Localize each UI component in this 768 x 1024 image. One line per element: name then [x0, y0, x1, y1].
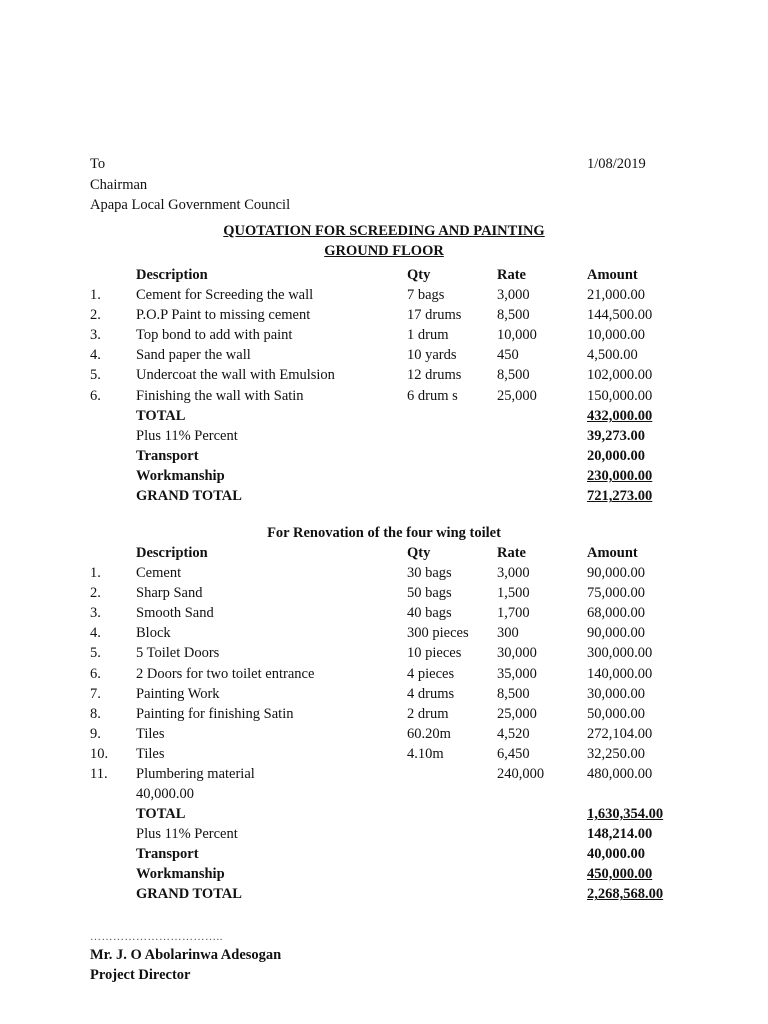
item-qty: 4 drums: [407, 685, 455, 702]
item-rate: 3,000: [497, 565, 530, 581]
totals-row: [0, 825, 768, 845]
item-number: 3.: [90, 327, 101, 344]
totals-amount: 39,273.00: [587, 428, 645, 445]
recipient-org: Apapa Local Government Council: [90, 197, 291, 213]
item-amount: 68,000.00: [587, 605, 645, 622]
table-row: [0, 387, 768, 407]
column-header-amount: Amount: [587, 267, 638, 283]
item-amount: 10,000.00: [587, 327, 645, 344]
item-qty: 6 drum s: [407, 387, 458, 404]
table-row: [0, 624, 768, 644]
section2-heading: For Renovation of the four wing toilet: [267, 525, 501, 541]
item-number: 11.: [90, 766, 108, 782]
column-header-description: Description: [136, 267, 208, 283]
item-number: 9.: [90, 725, 101, 742]
item-qty: 2 drum: [407, 705, 449, 722]
table-row: [0, 604, 768, 624]
totals-label: TOTAL: [136, 408, 186, 424]
item-amount: 480,000.00: [587, 766, 653, 782]
item-amount: 102,000.00: [587, 367, 653, 384]
item-qty: 30 bags: [407, 565, 452, 581]
recipient-title: Chairman: [90, 177, 148, 193]
table-row: [0, 705, 768, 725]
item-amount: 150,000.00: [587, 387, 653, 404]
item-amount: 300,000.00: [587, 645, 653, 662]
item-description: 5 Toilet Doors: [136, 645, 220, 662]
item-number: 5.: [90, 367, 101, 384]
section1-column-headers: [0, 266, 768, 286]
totals-row: [0, 407, 768, 427]
item-description: Painting for finishing Satin: [136, 705, 294, 722]
item-rate: 35,000: [497, 665, 537, 682]
table-row: [0, 745, 768, 765]
item-rate: 25,000: [497, 387, 537, 404]
item-amount: 144,500.00: [587, 307, 653, 324]
document-date: 1/08/2019: [587, 156, 646, 172]
item-number: 2.: [90, 307, 101, 324]
totals-label: Workmanship: [136, 866, 225, 883]
totals-row: [0, 427, 768, 447]
item-description: Tiles: [136, 745, 165, 762]
item-amount: 21,000.00: [587, 287, 645, 303]
item-rate: 8,500: [497, 307, 530, 324]
totals-amount: 2,268,568.00: [587, 886, 664, 903]
item-number: 1.: [90, 565, 101, 581]
item-number: 7.: [90, 685, 101, 702]
totals-amount: 40,000.00: [587, 846, 645, 863]
item-qty: 7 bags: [407, 287, 445, 303]
item-amount: 90,000.00: [587, 565, 645, 581]
item-description: Cement for Screeding the wall: [136, 287, 314, 303]
table-row: [0, 286, 768, 306]
item-rate: 25,000: [497, 705, 537, 722]
column-header-rate: Rate: [497, 267, 526, 283]
column-header-qty: Qty: [407, 267, 431, 283]
item-rate: 1,500: [497, 585, 530, 602]
item-rate: 30,000: [497, 645, 537, 662]
item-description: Undercoat the wall with Emulsion: [136, 367, 335, 384]
totals-amount: 20,000.00: [587, 448, 645, 465]
item-qty: 17 drums: [407, 307, 462, 324]
totals-amount: 148,214.00: [587, 826, 653, 843]
totals-row: [0, 447, 768, 467]
item-amount: 272,104.00: [587, 725, 653, 742]
signatory-name: Mr. J. O Abolarinwa Adesogan: [90, 947, 282, 963]
table-row: [0, 584, 768, 604]
item-amount: 30,000.00: [587, 685, 645, 702]
item-rate: 8,500: [497, 367, 530, 384]
totals-label: GRAND TOTAL: [136, 488, 242, 505]
item-description: Plumbering material: [136, 766, 255, 782]
item-rate: 3,000: [497, 287, 530, 303]
to-label: To: [90, 156, 106, 172]
item-rate: 10,000: [497, 327, 537, 344]
item-amount: 75,000.00: [587, 585, 645, 602]
item-amount: 32,250.00: [587, 745, 645, 762]
item-rate: 450: [497, 347, 519, 364]
totals-row: [0, 467, 768, 487]
totals-label: GRAND TOTAL: [136, 886, 242, 903]
item-rate: 300: [497, 625, 519, 642]
column-header-description: Description: [136, 545, 208, 561]
totals-label: Plus 11% Percent: [136, 428, 238, 445]
item-description: Tiles: [136, 725, 165, 742]
table-row: [0, 644, 768, 664]
totals-amount: 230,000.00: [587, 468, 653, 485]
item-description: 2 Doors for two toilet entrance: [136, 665, 315, 682]
section2-column-headers: [0, 544, 768, 564]
item-amount: 4,500.00: [587, 347, 638, 364]
table-row: [0, 725, 768, 745]
document-title: QUOTATION FOR SCREEDING AND PAINTING: [223, 223, 545, 239]
totals-row: [0, 487, 768, 507]
item-rate: 1,700: [497, 605, 530, 622]
table-row: [0, 346, 768, 366]
item-qty: 40 bags: [407, 605, 452, 622]
table-row: [0, 306, 768, 326]
item-number: 1.: [90, 287, 101, 303]
item-description: Finishing the wall with Satin: [136, 387, 304, 404]
item-number: 4.: [90, 625, 101, 642]
table-row: [0, 564, 768, 584]
item-description: Painting Work: [136, 685, 220, 702]
document-subtitle: GROUND FLOOR: [324, 243, 444, 259]
column-header-qty: Qty: [407, 545, 431, 561]
continuation-row: [0, 785, 768, 805]
totals-row: [0, 845, 768, 865]
signature-line: ……………………………..: [90, 931, 223, 943]
item-number: 2.: [90, 585, 101, 602]
table-row: [0, 326, 768, 346]
item-number: 10.: [90, 745, 109, 762]
item-description: Cement: [136, 565, 182, 581]
item-amount: 140,000.00: [587, 665, 653, 682]
item-number: 6.: [90, 665, 101, 682]
item-number: 5.: [90, 645, 101, 662]
item-rate: 4,520: [497, 725, 530, 742]
item-number: 6.: [90, 387, 101, 404]
item-description: Smooth Sand: [136, 605, 214, 622]
item-qty: 10 yards: [407, 347, 457, 364]
item-number: 8.: [90, 705, 101, 722]
item-rate: 240,000: [497, 766, 545, 782]
table-row: [0, 685, 768, 705]
totals-amount: 432,000.00: [587, 408, 653, 424]
item-description: Sand paper the wall: [136, 347, 251, 364]
totals-amount: 1,630,354.00: [587, 806, 664, 822]
item-amount: 90,000.00: [587, 625, 645, 642]
item-description: Block: [136, 625, 171, 642]
item-qty: 12 drums: [407, 367, 462, 384]
item-qty: 50 bags: [407, 585, 452, 602]
table-row: [0, 665, 768, 685]
item-description: Sharp Sand: [136, 585, 203, 602]
item-qty: 10 pieces: [407, 645, 462, 662]
signatory-title: Project Director: [90, 967, 191, 983]
item-number: 4.: [90, 347, 101, 364]
table-row: [0, 765, 768, 785]
item-description: P.O.P Paint to missing cement: [136, 307, 311, 324]
totals-row: [0, 885, 768, 905]
item-rate: 6,450: [497, 745, 530, 762]
column-header-amount: Amount: [587, 545, 638, 561]
item-qty: 4.10m: [407, 745, 444, 762]
totals-row: [0, 805, 768, 825]
column-header-rate: Rate: [497, 545, 526, 561]
item-description: Top bond to add with paint: [136, 327, 293, 344]
totals-label: Transport: [136, 846, 199, 863]
totals-label: Plus 11% Percent: [136, 826, 238, 843]
table-row: [0, 366, 768, 386]
item-rate: 8,500: [497, 685, 530, 702]
totals-label: Workmanship: [136, 468, 225, 485]
totals-amount: 450,000.00: [587, 866, 653, 883]
item-amount: 50,000.00: [587, 705, 645, 722]
item-qty: 60.20m: [407, 725, 451, 742]
item-qty: 300 pieces: [407, 625, 469, 642]
totals-label: Transport: [136, 448, 199, 465]
continuation-value: 40,000.00: [136, 786, 194, 802]
item-qty: 1 drum: [407, 327, 449, 344]
totals-amount: 721,273.00: [587, 488, 653, 505]
totals-label: TOTAL: [136, 806, 186, 822]
item-number: 3.: [90, 605, 101, 622]
totals-row: [0, 865, 768, 885]
item-qty: 4 pieces: [407, 665, 455, 682]
